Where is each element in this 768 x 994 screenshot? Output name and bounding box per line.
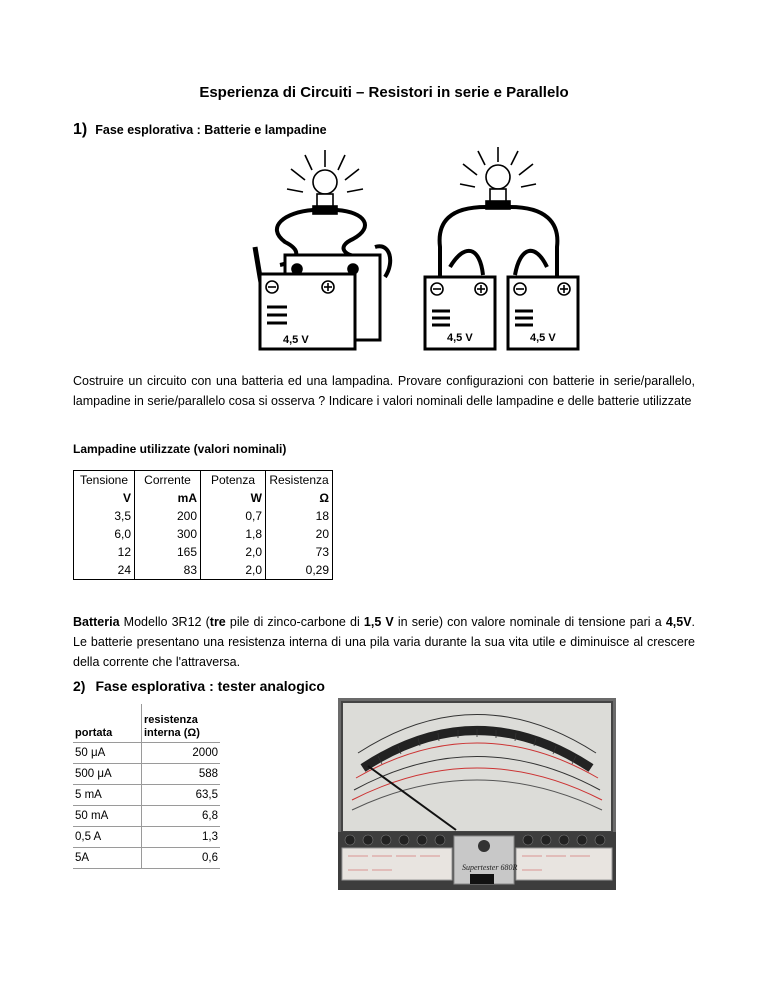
lamps-table-title: Lampadine utilizzate (valori nominali)	[73, 442, 287, 456]
battery-text: Modello 3R12 (	[119, 615, 210, 629]
table-cell: 0,5 A	[73, 827, 142, 848]
battery-keyword: 4,5V	[665, 615, 692, 629]
lamps-header-cell: Potenza	[201, 471, 266, 490]
lamps-header-cell: Tensione	[74, 471, 135, 490]
tester-brand: Supertester 680R	[462, 863, 518, 872]
bulb-right	[486, 165, 510, 189]
table-cell: 5A	[73, 848, 142, 869]
table-cell: 300	[135, 525, 201, 543]
battery-label-2: 4,5 V	[447, 332, 473, 344]
table-cell: 0,6	[142, 848, 221, 869]
lamps-table	[73, 470, 333, 580]
table-cell: 12	[74, 543, 135, 561]
table-cell: 50 mA	[73, 806, 142, 827]
table-cell: 24	[74, 561, 135, 580]
section-2-heading	[73, 678, 325, 694]
table-row	[74, 543, 333, 561]
table-row	[74, 561, 333, 580]
battery-label-3: 4,5 V	[530, 332, 556, 344]
tester-header-cell: resistenza interna (Ω)	[142, 704, 221, 743]
battery-keyword: 1,5 V	[363, 615, 394, 629]
table-row	[73, 764, 220, 785]
table-cell: 6,8	[142, 806, 221, 827]
table-row	[73, 827, 220, 848]
lamps-unit-cell: Ω	[266, 489, 333, 507]
battery-paragraph	[73, 612, 695, 672]
table-row	[73, 785, 220, 806]
section-2-text: Fase esplorativa : tester analogico	[95, 678, 325, 694]
table-cell: 18	[266, 507, 333, 525]
table-cell: 73	[266, 543, 333, 561]
section-1-heading	[73, 121, 327, 139]
table-row	[74, 507, 333, 525]
selector-knob	[478, 840, 490, 852]
table-cell: 3,5	[74, 507, 135, 525]
paragraph-1: Costruire un circuito con una batteria ed una lampadina. Provare configurazioni con batterie in serie/parallelo, lampadine in serie/parallelo cosa si osserva ? Indicare i valori nominali delle lampadine e delle batterie utilizzate	[73, 374, 695, 408]
table-row	[74, 525, 333, 543]
bulb-rays-left	[287, 150, 363, 192]
table-cell: 1,8	[201, 525, 266, 543]
table-cell: 165	[135, 543, 201, 561]
battery-label-1: 4,5 V	[283, 334, 309, 346]
table-cell: 5 mA	[73, 785, 142, 806]
tester-table	[73, 704, 220, 869]
table-cell: 500 μA	[73, 764, 142, 785]
table-cell: 200	[135, 507, 201, 525]
battery-text: in serie) con valore nominale di tensione pari a	[393, 615, 666, 629]
lamps-header-cell: Corrente	[135, 471, 201, 490]
table-cell: 83	[135, 561, 201, 580]
lamps-header-row	[74, 471, 333, 490]
lamps-header-cell: Resistenza	[266, 471, 333, 490]
bulb-rays-right	[460, 147, 536, 187]
table-cell: 588	[142, 764, 221, 785]
batteries-bulbs-figure	[225, 147, 585, 352]
lamps-unit-cell: W	[201, 489, 266, 507]
section-2-number: 2)	[73, 678, 86, 694]
tester-header-cell: portata	[73, 704, 142, 743]
battery-keyword: tre	[209, 615, 226, 629]
lamps-unit-cell: V	[74, 489, 135, 507]
lamps-units-row	[74, 489, 333, 507]
table-cell: 50 μA	[73, 743, 142, 764]
tester-header-row	[73, 704, 220, 743]
battery-text: pile di zinco-carbone di	[225, 615, 364, 629]
table-cell: 63,5	[142, 785, 221, 806]
table-cell: 2000	[142, 743, 221, 764]
table-cell: 6,0	[74, 525, 135, 543]
battery-keyword: Batteria	[73, 615, 120, 629]
table-cell: 0,29	[266, 561, 333, 580]
table-cell: 0,7	[201, 507, 266, 525]
table-cell: 20	[266, 525, 333, 543]
page-title: Esperienza di Circuiti – Resistori in serie e Parallelo	[199, 84, 569, 101]
analog-tester-figure	[338, 698, 616, 890]
section-1-text: Fase esplorativa : Batterie e lampadine	[95, 123, 327, 137]
table-row	[73, 806, 220, 827]
bulb-left	[313, 170, 337, 194]
table-row	[73, 743, 220, 764]
table-cell: 2,0	[201, 561, 266, 580]
battery-text: . Le batterie presentano una resistenza interna di una pila varia durante la sua vita utile e diminuisce al crescere della corrente che l'attraversa.	[73, 615, 696, 669]
lamps-unit-cell: mA	[135, 489, 201, 507]
table-row	[73, 848, 220, 869]
table-cell: 2,0	[201, 543, 266, 561]
section-1-number: 1)	[73, 121, 88, 138]
table-cell: 1,3	[142, 827, 221, 848]
